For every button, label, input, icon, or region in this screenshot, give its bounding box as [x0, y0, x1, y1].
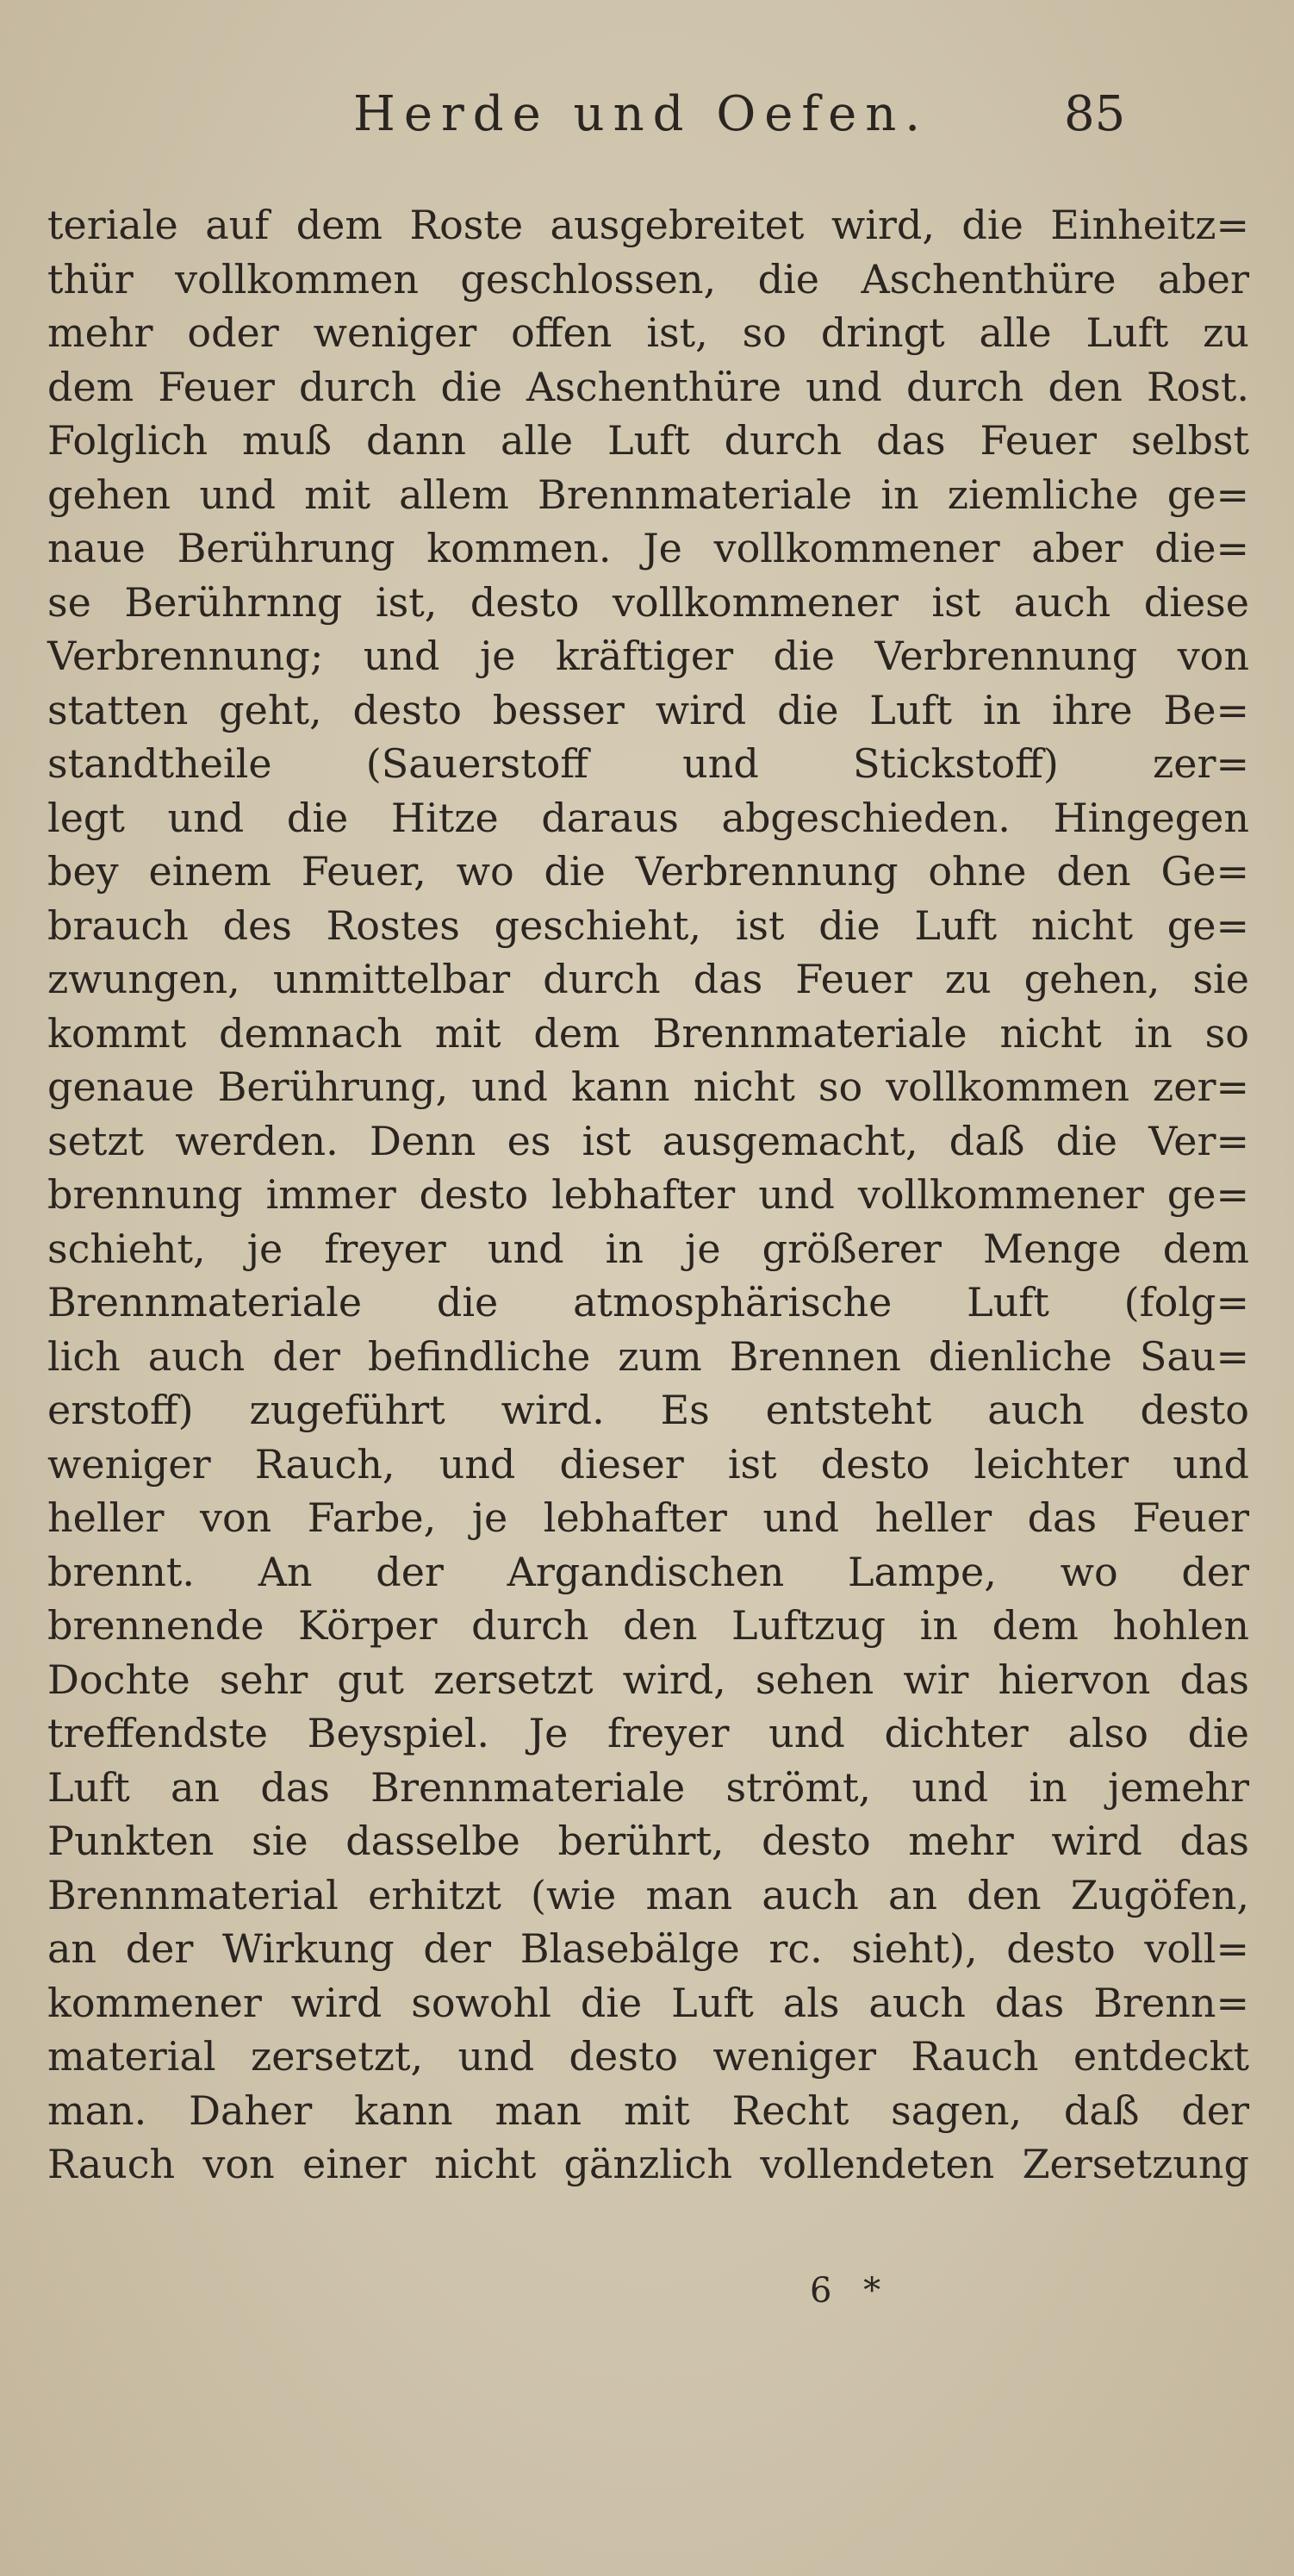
text-line: thür vollkommen geschlossen, die Aschenthüre aber: [47, 255, 1249, 303]
text-line: statten geht, desto besser wird die Luft in ihre Be=: [47, 686, 1249, 733]
body-text: [47, 198, 1249, 2192]
text-line: heller von Farbe, je lebhafter und heller das Feuer: [47, 1494, 1249, 1541]
text-line: kommt demnach mit dem Brennmateriale nicht in so: [47, 1009, 1249, 1057]
page-number: 85: [1064, 86, 1126, 142]
text-line: weniger Rauch, und dieser ist desto leichter und: [47, 1440, 1249, 1488]
text-line: treffendste Beyspiel. Je freyer und dichter also die: [47, 1710, 1249, 1756]
page-header: [0, 86, 1294, 164]
text-line: gehen und mit allem Brennmateriale in ziemliche ge=: [47, 471, 1249, 518]
signature-mark: 6 *: [810, 2271, 892, 2311]
text-line: teriale auf dem Roste ausgebreitet wird, die Einheitz=: [47, 202, 1249, 248]
text-line: bey einem Feuer, wo die Verbrennung ohne den Ge=: [47, 848, 1249, 895]
text-line: erstoff) zugeführt wird. Es entsteht auch desto: [47, 1387, 1249, 1433]
text-line: Rauch von einer nicht gänzlich vollendeten Zersetzung: [47, 2141, 1249, 2187]
text-line: naue Berührung kommen. Je vollkommener aber die=: [47, 525, 1249, 571]
text-line: standtheile (Sauerstoff und Stickstoff) zer=: [47, 740, 1249, 787]
text-line: an der Wirkung der Blasebälge rc. sieht), desto voll=: [47, 1925, 1249, 1972]
text-line: genaue Berührung, und kann nicht so vollkommen zer=: [47, 1063, 1249, 1110]
text-line: schieht, je freyer und in je größerer Menge dem: [47, 1225, 1249, 1272]
text-line: se Berührnng ist, desto vollkommener ist auch diese: [47, 578, 1249, 626]
text-line: Dochte sehr gut zersetzt wird, sehen wir hiervon das: [47, 1656, 1249, 1703]
text-line: kommener wird sowohl die Luft als auch das Brenn=: [47, 1979, 1249, 2026]
text-line: brennt. An der Argandischen Lampe, wo der: [47, 1548, 1249, 1595]
text-line: brennung immer desto lebhafter und vollkommener ge=: [47, 1171, 1249, 1218]
text-line: Brennmateriale die atmosphärische Luft (folg=: [47, 1279, 1249, 1325]
text-line: Luft an das Brennmateriale strömt, und in jemehr: [47, 1763, 1249, 1811]
text-line: brennende Körper durch den Luftzug in dem hohlen: [47, 1602, 1249, 1649]
running-head: Herde und Oefen.: [353, 86, 930, 142]
text-line: lich auch der befindliche zum Brennen dienliche Sau=: [47, 1332, 1249, 1380]
text-line: dem Feuer durch die Aschenthüre und durch den Rost.: [47, 363, 1249, 410]
text-line: material zersetzt, und desto weniger Rauch entdeckt: [47, 2033, 1249, 2080]
text-line: Verbrennung; und je kräftiger die Verbrennung von: [47, 633, 1249, 679]
text-line: brauch des Rostes geschieht, ist die Luft nicht ge=: [47, 901, 1249, 949]
text-line: man. Daher kann man mit Recht sagen, daß der: [47, 2086, 1249, 2134]
text-line: Folglich muß dann alle Luft durch das Feuer selbst: [47, 417, 1249, 464]
text-line: mehr oder weniger offen ist, so dringt alle Luft zu: [47, 309, 1249, 356]
text-line: zwungen, unmittelbar durch das Feuer zu gehen, sie: [47, 956, 1249, 1002]
text-line: Punkten sie dasselbe berührt, desto mehr wird das: [47, 1818, 1249, 1864]
text-line: legt und die Hitze daraus abgeschieden. Hingegen: [47, 794, 1249, 841]
text-line: Brennmaterial erhitzt (wie man auch an den Zugöfen,: [47, 1871, 1249, 1918]
text-line: setzt werden. Denn es ist ausgemacht, daß die Ver=: [47, 1117, 1249, 1164]
